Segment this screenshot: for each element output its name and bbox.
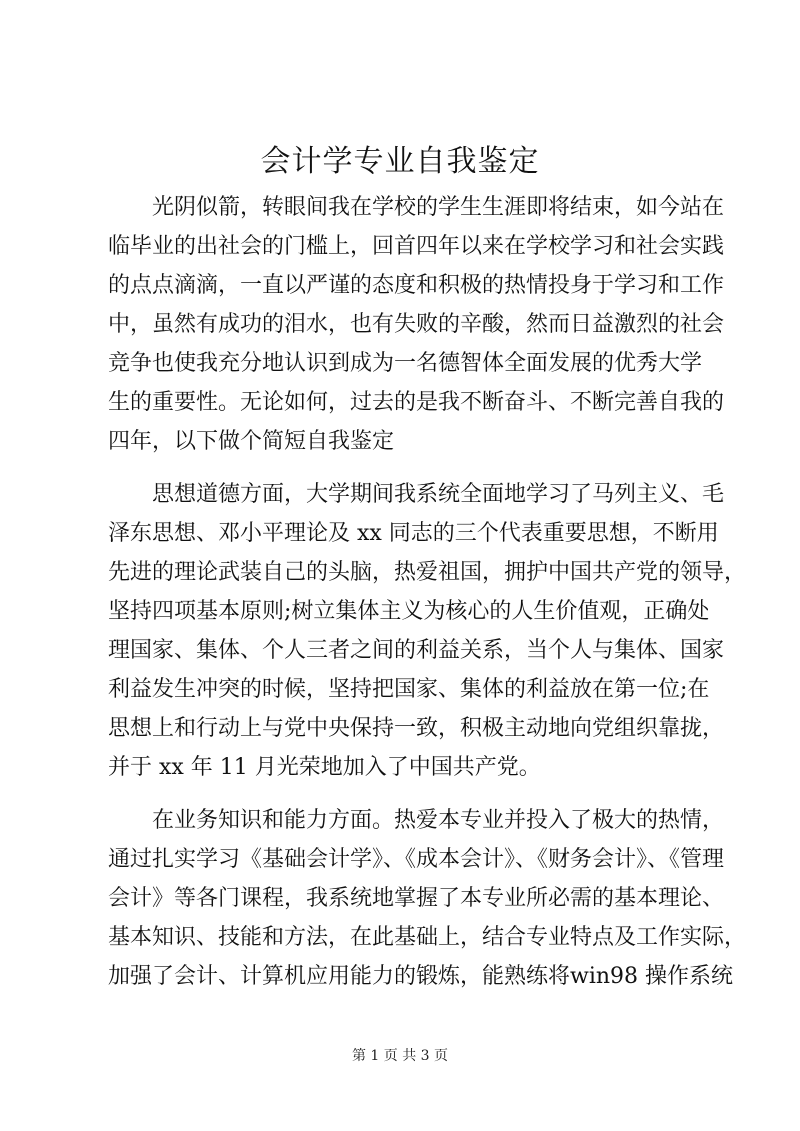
paragraph-gap [108,787,700,801]
text-line: 并于 xx 年 11 月光荣地加入了中国共产党。 [108,755,541,780]
text-line: 的点点滴滴，一直以严谨的态度和积极的热情投身于学习和工作 [108,273,725,298]
text-line: 先进的理论武装自己的头脑，热爱祖国，拥护中国共产党的领导， [108,560,747,585]
page-footer: 第 1 页 共 3 页 [351,1048,449,1064]
document-title: 会计学专业自我鉴定 [260,144,540,179]
text-line: 竞争也使我充分地认识到成为一名德智体全面发展的优秀大学 [108,351,703,376]
text-line: 基本知识、技能和方法，在此基础上，结合专业特点及工作实际， [108,925,747,950]
text-line: 通过扎实学习《基础会计学》、《成本会计》、《财务会计》、《管理 [108,847,725,872]
document-body [108,188,747,996]
paragraph-ideology [108,475,747,787]
text-line: 理国家、集体、个人三者之间的利益关系，当个人与集体、国家 [108,638,725,663]
text-line: 中，虽然有成功的泪水，也有失败的辛酸，然而日益激烈的社会 [108,312,725,337]
paragraph-intro [108,188,725,461]
text-line: 四年，以下做个简短自我鉴定 [108,429,395,454]
text-line: 思想上和行动上与党中央保持一致，积极主动地向党组织靠拢， [108,716,725,741]
text-line: 泽东思想、邓小平理论及 xx 同志的三个代表重要思想，不断用 [108,521,719,546]
text-line: 临毕业的出社会的门槛上，回首四年以来在学校学习和社会实践 [108,234,725,259]
text-line: 坚持四项基本原则;树立集体主义为核心的人生价值观，正确处 [108,599,710,624]
text-line: 会计》等各门课程，我系统地掌握了本专业所必需的基本理论、 [108,886,725,911]
text-line: 加强了会计、计算机应用能力的锻炼，能熟练将win98 操作系统 [108,964,734,989]
text-line: 光阴似箭，转眼间我在学校的学生生涯即将结束，如今站在 [152,195,725,220]
paragraph-professional [108,801,747,996]
text-line: 利益发生冲突的时候，坚持把国家、集体的利益放在第一位;在 [108,677,710,702]
text-line: 思想道德方面，大学期间我系统全面地学习了马列主义、毛 [152,482,725,507]
text-line: 在业务知识和能力方面。热爱本专业并投入了极大的热情， [152,808,725,833]
paragraph-gap [108,461,700,475]
text-line: 生的重要性。无论如何，过去的是我不断奋斗、不断完善自我的 [108,390,725,415]
